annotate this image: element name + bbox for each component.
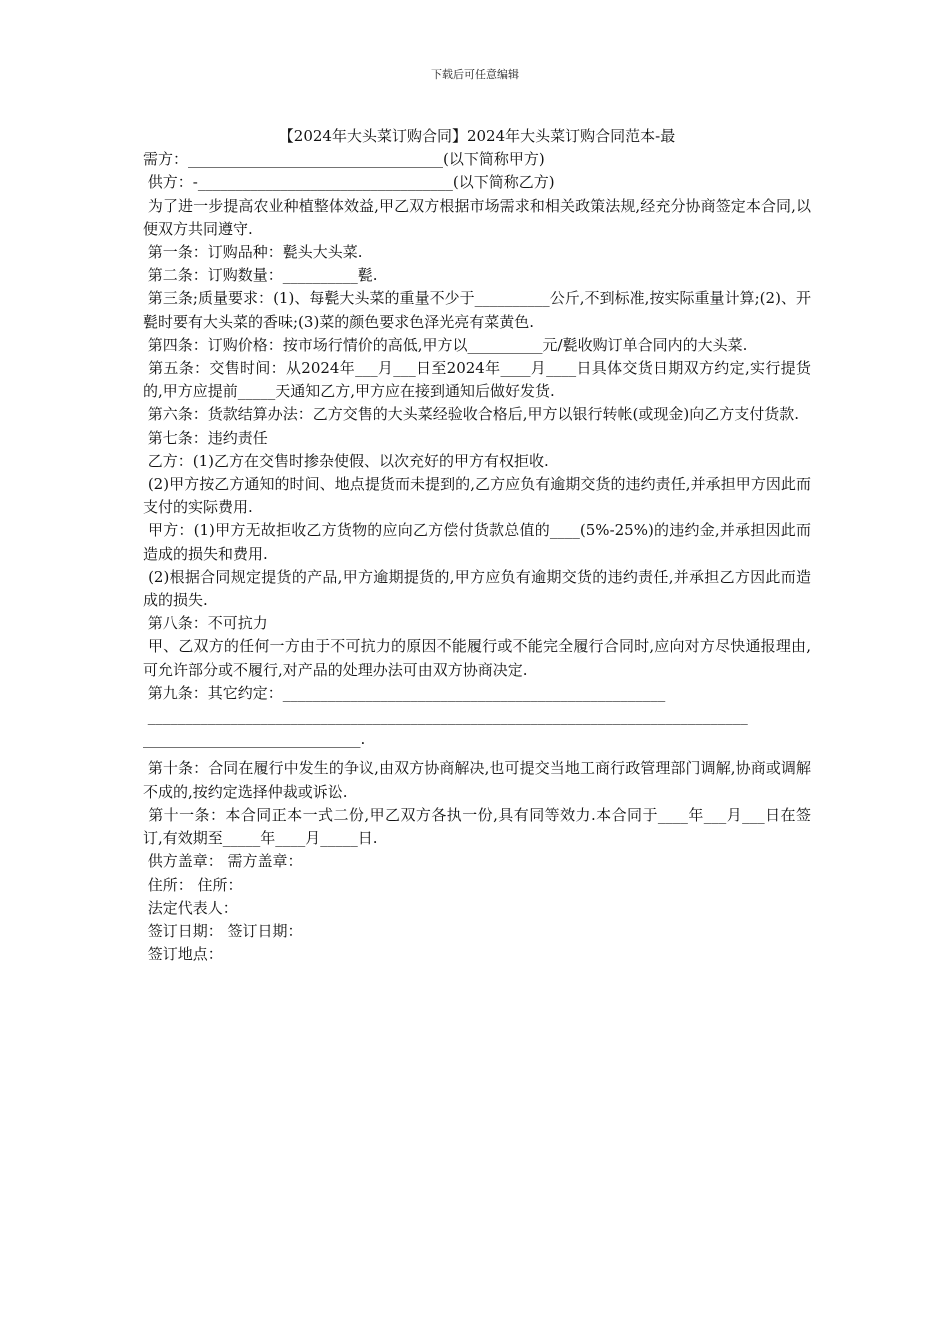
party-b-line: 供方：-__________________________________(以下简称乙方) <box>143 173 555 192</box>
article-8-body: 甲、乙双方的任何一方由于不可抗力的原因不能履行或不能完全履行合同时,应向对方尽快通报理由,可允许部分或不履行,对产品的处理办法可由双方协商决定. <box>143 637 811 679</box>
article-6: 第六条：货款结算办法：乙方交售的大头菜经验收合格后,甲方以银行转帐(或现金)向乙方支付货款. <box>143 405 800 424</box>
article-2: 第二条：订购数量：__________甏. <box>143 266 378 285</box>
article-10: 第十条：合同在履行中发生的争议,由双方协商解决,也可提交当地工商行政管理部门调解,协商或调解不成的,按约定选择仲裁或诉讼. <box>143 759 811 801</box>
contract-body <box>143 125 811 966</box>
preamble: 为了进一步提高农业种植整体效益,甲乙双方根据市场需求和相关政策法规,经充分协商签定本合同,以便双方共同遵守. <box>143 196 811 238</box>
article-9: 第九条：其它约定：___________________________________________________ <box>143 683 666 702</box>
article-3: 第三条;质量要求：(1)、每甏大头菜的重量不少于__________公斤,不到标准,按实际重量计算;(2)、开甏时要有大头菜的香味;(3)菜的颜色要求色泽光亮有菜黄色. <box>143 289 811 331</box>
sign-place-line: 签订地点： <box>143 945 223 964</box>
article-5: 第五条：交售时间：从2024年___月___日至2024年____月____日具体交货日期双方约定,实行提货的,甲方应提前_____天通知乙方,甲方应在接到通知后做好发货. <box>143 359 811 401</box>
seal-line: 供方盖章： 需方盖章： <box>143 852 303 871</box>
article-7-party-b-2: (2)甲方按乙方通知的时间、地点提货而未提到的,乙方应负有逾期交货的违约责任,并承担甲方因此而支付的实际费用. <box>143 475 811 517</box>
legal-rep-line: 法定代表人： <box>143 898 238 917</box>
article-1: 第一条：订购品种：甏头大头菜. <box>143 243 363 262</box>
article-11: 第十一条：本合同正本一式二份,甲乙双方各执一份,具有同等效力.本合同于____年___月___日在签订,有效期至_____年____月_____日. <box>143 805 811 848</box>
document-title: 【2024年大头菜订购合同】2024年大头菜订购合同范本-最 <box>278 127 676 145</box>
sign-date-line: 签订日期： 签订日期： <box>143 921 303 940</box>
article-7-party-a: 甲方：(1)甲方无故拒收乙方货物的应向乙方偿付货款总值的____(5%-25%)的违约金,并承担因此而造成的损失和费用. <box>143 521 811 563</box>
article-9-blank-end: _____________________________. <box>143 730 366 749</box>
article-7-party-b: 乙方：(1)乙方在交售时掺杂使假、以次充好的甲方有权拒收. <box>143 451 549 470</box>
article-7-party-a-2: (2)根据合同规定提货的产品,甲方逾期提货的,甲方应负有逾期交货的违约责任,并承担乙方因此而造成的损失. <box>143 567 811 610</box>
article-7-heading: 第七条：违约责任 <box>143 428 268 447</box>
party-a-line: 需方：__________________________________(以下简称甲方) <box>143 150 545 169</box>
article-9-blank-line: ________________________________________________________________________________ <box>143 707 748 726</box>
address-line: 住所： 住所： <box>143 875 243 894</box>
article-8-heading: 第八条：不可抗力 <box>143 614 268 633</box>
article-4: 第四条：订购价格：按市场行情价的高低,甲方以__________元/甏收购订单合同内的大头菜. <box>143 335 748 354</box>
page-header: 下载后可任意编辑 <box>431 68 519 81</box>
